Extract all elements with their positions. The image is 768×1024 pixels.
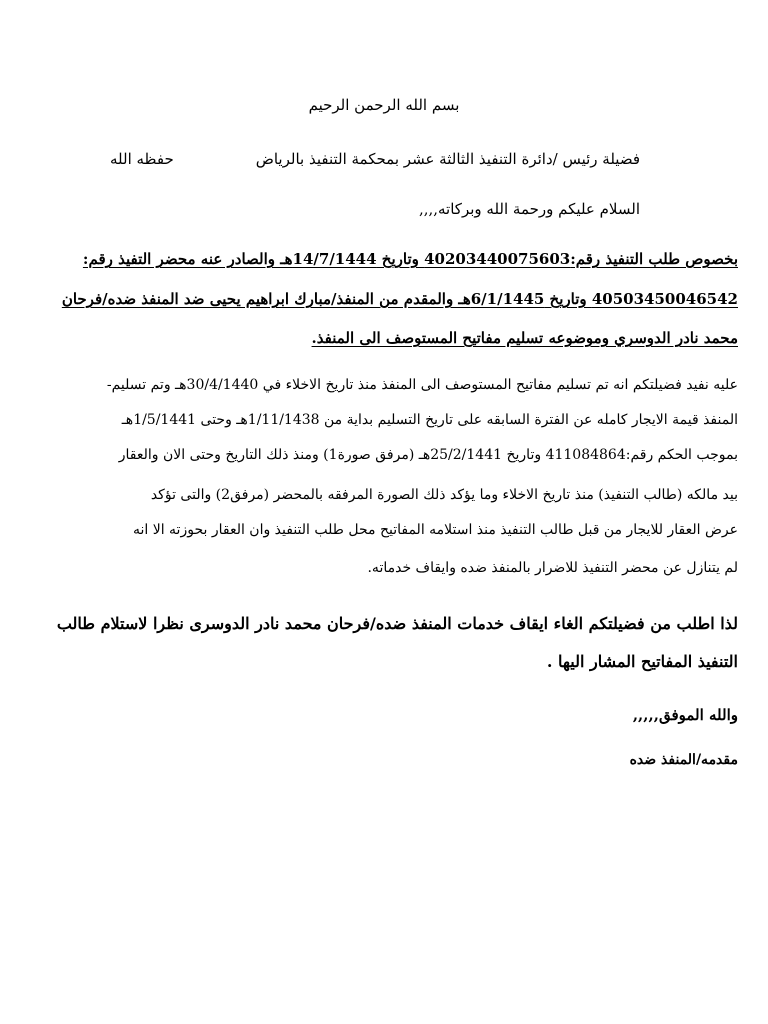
body-line: عليه نفيد فضيلتكم انه تم تسليم مفاتيح المستوصف الى المنفذ منذ تاريخ الاخلاء في 30/4/1440هـ وتم تسليم- (106, 377, 738, 393)
subject-line: محمد نادر الدوسري وموضوعه تسليم مفاتيح المستوصف الى المنفذ. (311, 329, 738, 347)
closing: والله الموفق,,,,, (632, 706, 738, 724)
body-line: بيد مالكه (طالب التنفيذ) منذ تاريخ الاخلاء وما يؤكد ذلك الصورة المرفقه بالمحضر (مرفق2) والتى تؤكد (150, 487, 738, 503)
subject-line: 40503450046542 وتاريخ 6/1/1445هـ والمقدم من المنفذ/مبارك ابراهيم يحيى ضد المنفذ ضده/فرحان (61, 290, 738, 308)
addressee-row (110, 150, 640, 172)
addressee: فضيلة رئيس /دائرة التنفيذ الثالثة عشر بمحكمة التنفيذ بالرياض (255, 150, 640, 168)
request-line: التنفيذ المفاتيح المشار اليها . (546, 652, 738, 671)
basmala: بسم الله الرحمن الرحيم (308, 96, 460, 114)
greeting: السلام عليكم ورحمة الله وبركاته,,,, (418, 200, 640, 218)
subject-line: بخصوص طلب التنفيذ رقم:40203440075603 وتاريخ 14/7/1444هـ والصادر عنه محضر التفيذ رقم: (82, 250, 738, 268)
signature: مقدمه/المنفذ ضده (629, 752, 738, 768)
body-line: بموجب الحكم رقم:411084864 وتاريخ 25/2/1441هـ (مرفق صورة1) ومنذ ذلك التاريخ وحتى الان والعقار (118, 447, 738, 463)
body-line: لم يتنازل عن محضر التنفيذ للاضرار بالمنفذ ضده وايقاف خدماته. (367, 560, 738, 576)
body-line: عرض العقار للايجار من قبل طالب التنفيذ منذ استلامه المفاتيح محل طلب التنفيذ وان العقار بحوزته الا انه (132, 522, 738, 538)
addressee-blessing: حفظه الله (110, 150, 174, 168)
request-line: لذا اطلب من فضيلتكم الغاء ايقاف خدمات المنفذ ضده/فرحان محمد نادر الدوسرى نظرا لاستلام طالب (56, 614, 738, 633)
body-line: المنفذ قيمة الايجار كامله عن الفترة السابقه على تاريخ التسليم بداية من 1/11/1438هـ وحتى 1/5/1441هـ (121, 412, 738, 428)
